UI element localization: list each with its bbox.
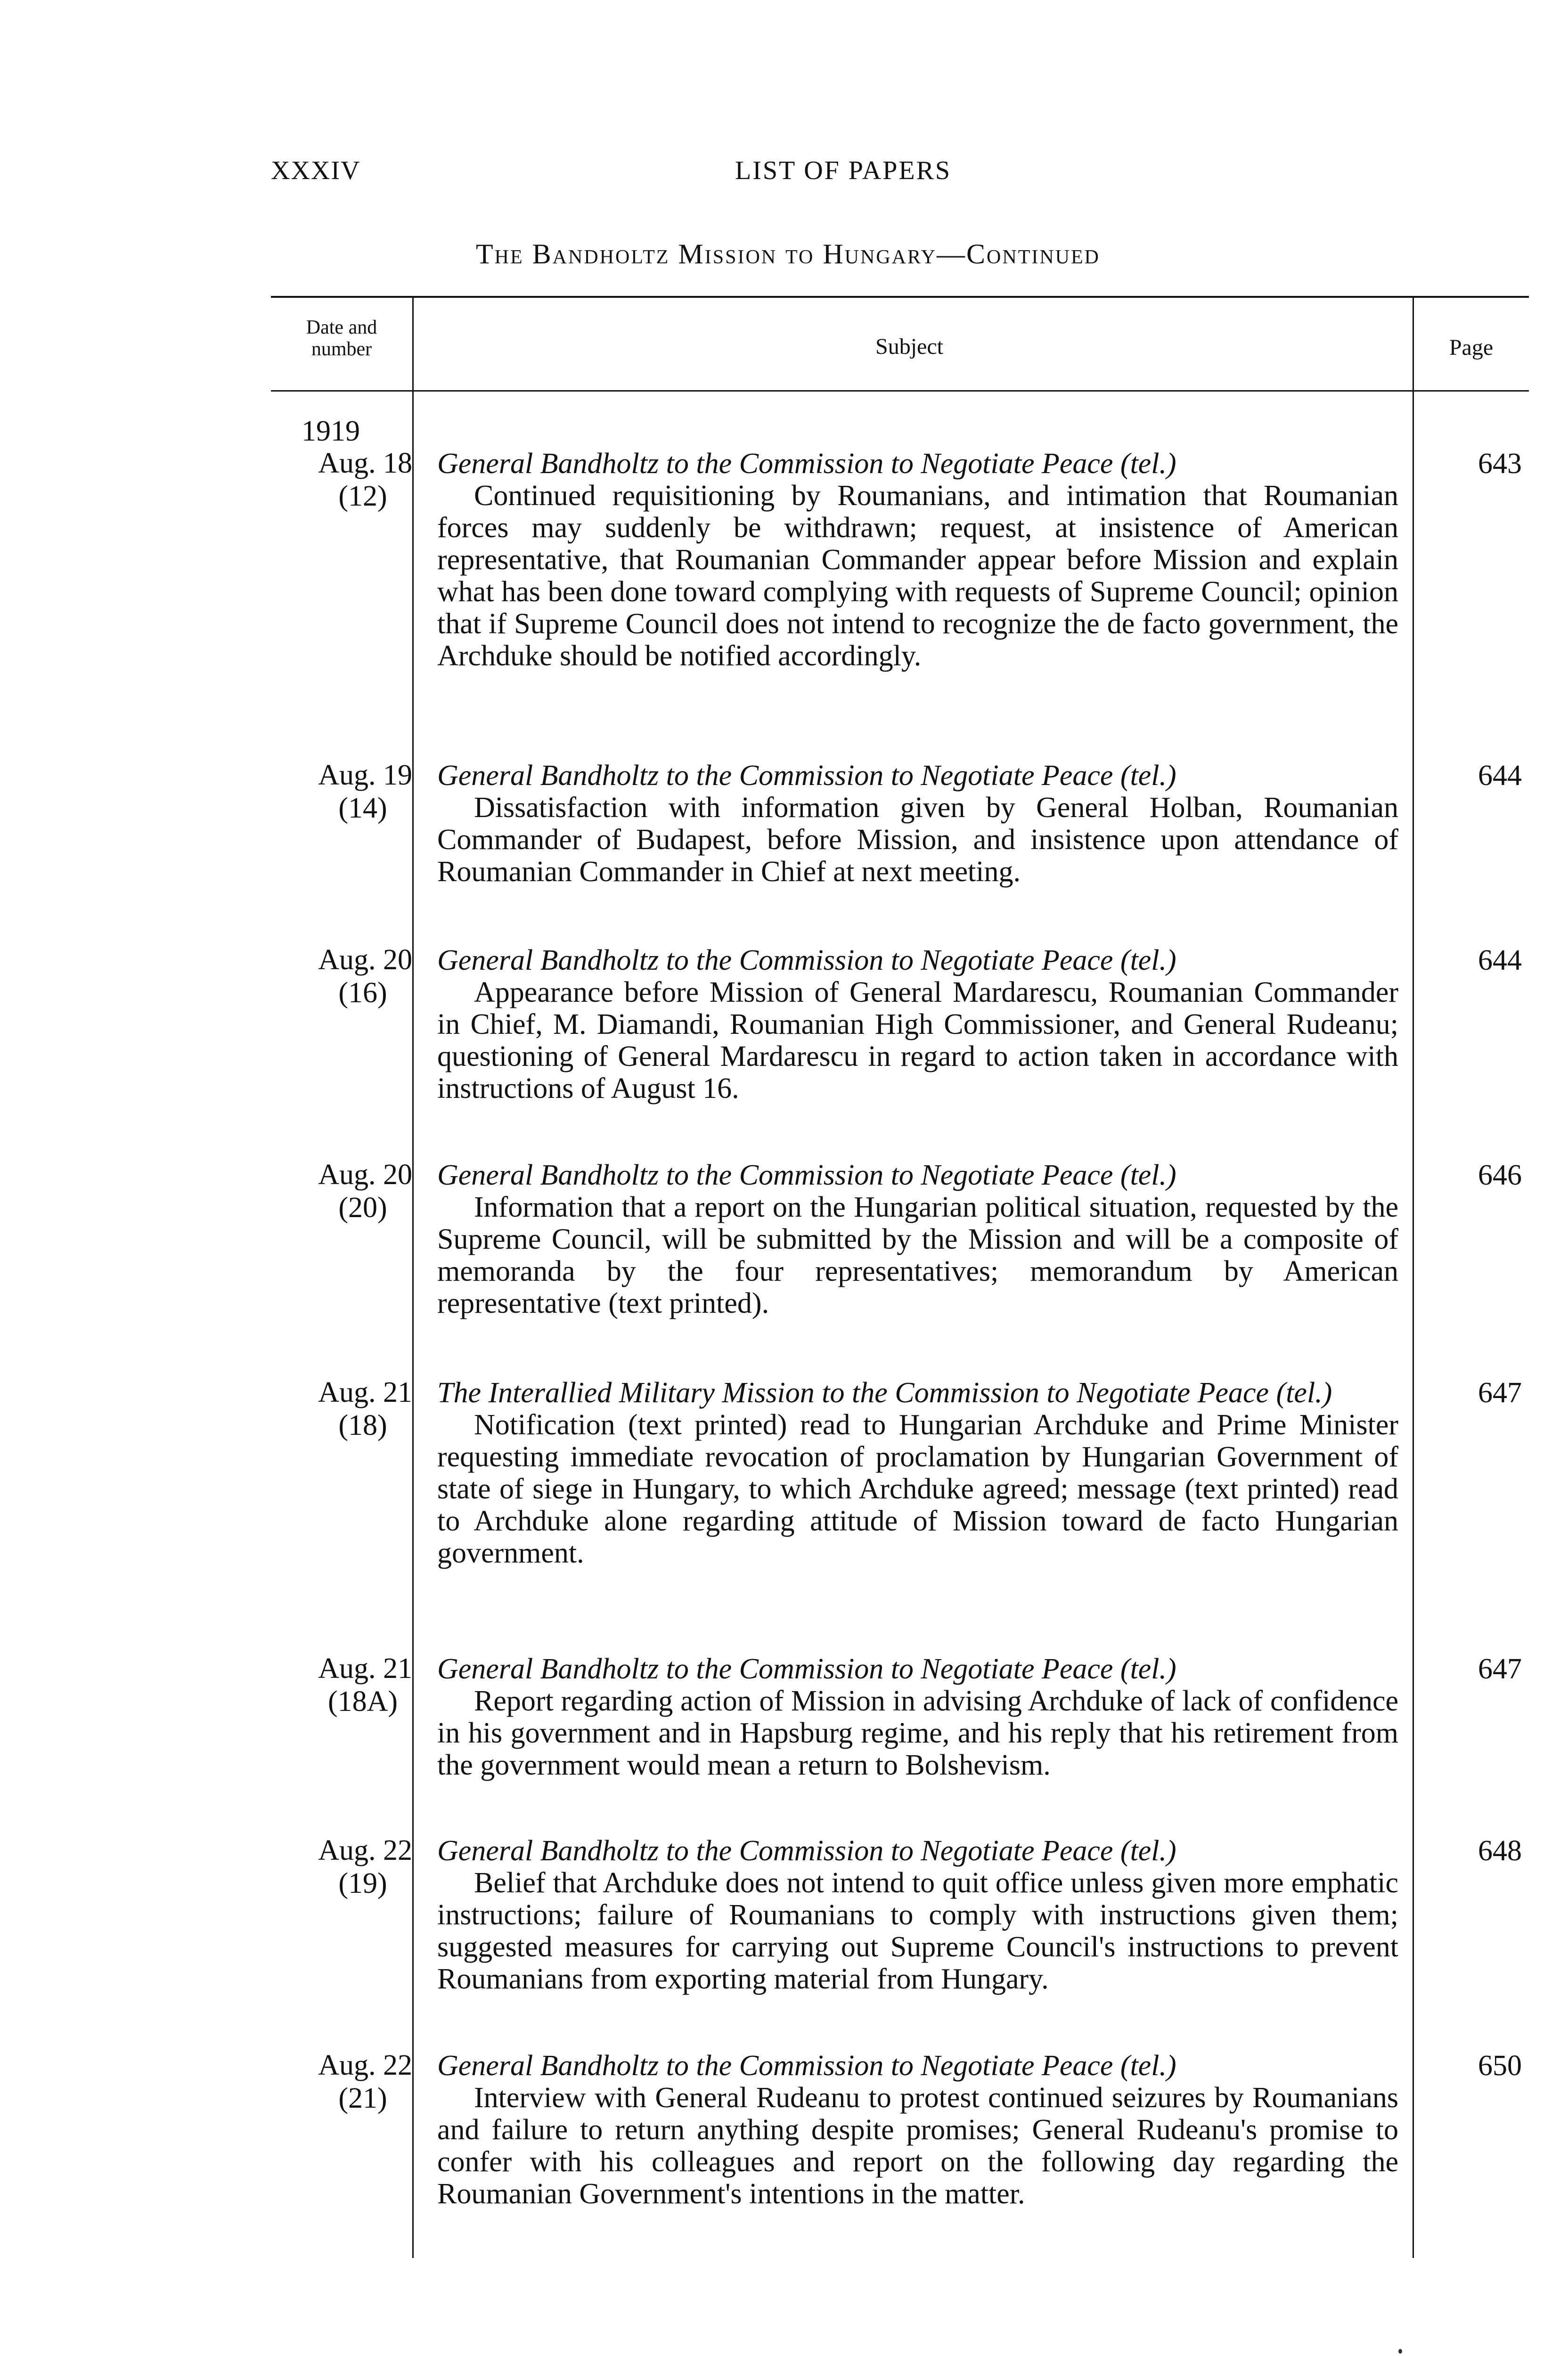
entry-date-2 (271, 759, 412, 825)
entry-summary: Notification (text printed) read to Hungarian Archduke and Prime Minister requesting immediate revocation of proclamation by Hungarian Government of state of siege in Hungary, to which Archduke agreed; message (text printed) read to Archduke alone regarding attitude of Mission toward de facto Hungarian government. (437, 1409, 1398, 1569)
entry-date: Aug. 20 (318, 1159, 412, 1191)
entry-subject-6 (437, 1653, 1398, 1781)
column-header-date (271, 317, 412, 360)
column-header-date-line2: number (311, 338, 372, 360)
entry-date-3 (271, 943, 412, 1009)
entry-title: General Bandholtz to the Commission to Negotiate Peace (tel.) (437, 1159, 1176, 1191)
table-header-rule (271, 390, 1529, 392)
entry-subject-2 (437, 760, 1398, 888)
entry-subject-7 (437, 1835, 1398, 1995)
entry-number: (18A) (327, 1685, 398, 1718)
entry-number: (21) (338, 2082, 387, 2114)
entry-date-5 (271, 1376, 412, 1442)
entry-summary: Belief that Archduke does not intend to quit office unless given more emphatic instructions; failure of Roumanians to comply with instructions given them; suggested measures for carrying out Supreme Council's instructions to prevent Roumanians from exporting material from Hungary. (437, 1867, 1398, 1995)
entry-page-8: 650 (1478, 2050, 1522, 2082)
entry-page-2: 644 (1478, 760, 1522, 792)
entry-date: Aug. 19 (318, 759, 412, 791)
entry-date: Aug. 21 (318, 1652, 412, 1685)
entry-summary: Information that a report on the Hungarian political situation, requested by the Supreme Council, will be submitted by the Mission and will be a composite of memoranda by the four representatives; memorandum by American representative (text printed). (437, 1191, 1398, 1319)
entry-title: General Bandholtz to the Commission to Negotiate Peace (tel.) (437, 760, 1176, 792)
entry-number: (14) (338, 792, 387, 824)
entry-title: General Bandholtz to the Commission to Negotiate Peace (tel.) (437, 1653, 1176, 1685)
entry-page-7: 648 (1478, 1835, 1522, 1867)
entry-summary: Dissatisfaction with information given by General Holban, Roumanian Commander of Budapest, before Mission, and insistence upon attendance of Roumanian Commander in Chief at next meeting. (437, 792, 1398, 888)
entry-title: The Interallied Military Mission to the Commission to Negotiate Peace (tel.) (437, 1377, 1332, 1409)
entry-number: (20) (338, 1192, 387, 1224)
entry-number: (12) (338, 480, 387, 512)
entry-summary: Appearance before Mission of General Mardarescu, Roumanian Commander in Chief, M. Diamandi, Roumanian High Commissioner, and General Rudeanu; questioning of General Mardarescu in regard to action taken in accordance with instructions of August 16. (437, 976, 1398, 1104)
entry-date: Aug. 22 (318, 2049, 412, 2081)
entry-page-5: 647 (1478, 1377, 1522, 1409)
folio: XXXIV (271, 156, 361, 185)
entry-number: (16) (338, 977, 387, 1009)
entry-date: Aug. 18 (318, 447, 412, 479)
table-top-rule (271, 296, 1529, 298)
entry-number: (19) (338, 1867, 387, 1899)
entry-page-1: 643 (1478, 448, 1522, 480)
entry-subject-4 (437, 1159, 1398, 1319)
entry-page-3: 644 (1478, 944, 1522, 976)
entry-summary: Interview with General Rudeanu to protest continued seizures by Roumanians and failure to return anything despite promises; General Rudeanu's promise to confer with his colleagues and report on the following day regarding the Roumanian Government's intentions in the matter. (437, 2082, 1398, 2210)
entry-subject-5 (437, 1377, 1398, 1569)
column-header-subject: Subject (875, 334, 943, 359)
entry-summary: Report regarding action of Mission in advising Archduke of lack of confidence in his government and in Hapsburg regime, and his reply that his retirement from the government would mean a return to Bolshevism. (437, 1685, 1398, 1781)
entry-summary: Continued requisitioning by Roumanians, and intimation that Roumanian forces may suddenly be withdrawn; request, at insistence of American representative, that Roumanian Commander appear before Mission and explain what has been done toward complying with requests of Supreme Council; opinion that if Supreme Council does not intend to recognize the de facto government, the Archduke should be notified accordingly. (437, 480, 1398, 672)
entry-date-6 (271, 1652, 412, 1718)
column-header-date-line1: Date and (306, 317, 377, 338)
entry-subject-1 (437, 448, 1398, 672)
entry-page-4: 646 (1478, 1159, 1522, 1191)
entry-date-7 (271, 1834, 412, 1900)
section-title: The Bandholtz Mission to Hungary—Continued (476, 238, 1101, 270)
running-head: LIST OF PAPERS (735, 156, 952, 185)
entry-date-1 (271, 447, 412, 513)
ink-speck (1398, 2349, 1402, 2354)
entry-date: Aug. 21 (318, 1376, 412, 1408)
year-label: 1919 (302, 415, 360, 447)
entry-page-6: 647 (1478, 1653, 1522, 1685)
column-divider-right (1413, 298, 1414, 2258)
entry-subject-3 (437, 944, 1398, 1104)
entry-title: General Bandholtz to the Commission to Negotiate Peace (tel.) (437, 1835, 1176, 1867)
entry-date-4 (271, 1158, 412, 1224)
entry-number: (18) (338, 1409, 387, 1441)
entry-subject-8 (437, 2050, 1398, 2210)
entry-title: General Bandholtz to the Commission to Negotiate Peace (tel.) (437, 2050, 1176, 2082)
column-divider-left (412, 298, 414, 2258)
entry-date: Aug. 20 (318, 944, 412, 976)
entry-title: General Bandholtz to the Commission to Negotiate Peace (tel.) (437, 944, 1176, 976)
column-header-page: Page (1449, 335, 1494, 360)
entry-title: General Bandholtz to the Commission to Negotiate Peace (tel.) (437, 448, 1176, 480)
entry-date: Aug. 22 (318, 1834, 412, 1866)
entry-date-8 (271, 2049, 412, 2115)
